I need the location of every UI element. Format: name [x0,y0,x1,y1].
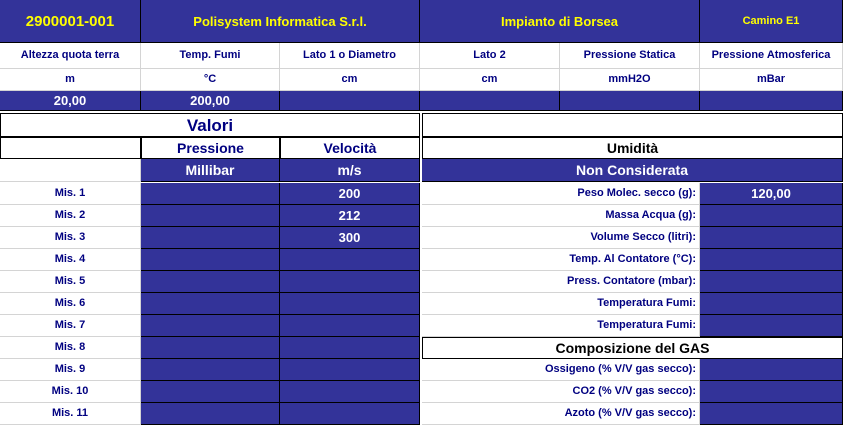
measurement-velocity[interactable] [280,381,420,403]
measurement-pressure[interactable] [141,293,280,315]
gas-field-value[interactable] [700,381,843,403]
humidity-title: Umidità [422,137,843,159]
humidity-field-label: Temp. Al Contatore (°C): [422,249,700,271]
param-unit-static-pressure[interactable]: mmH2O [560,69,700,91]
measurement-pressure[interactable] [141,227,280,249]
measurement-velocity[interactable] [280,359,420,381]
param-label-side1[interactable]: Lato 1 o Diametro [280,43,420,69]
param-label-atm-pressure[interactable]: Pressione Atmosferica [700,43,843,69]
measurement-velocity[interactable] [280,271,420,293]
param-label-height[interactable]: Altezza quota terra [0,43,141,69]
measurement-pressure[interactable] [141,315,280,337]
gas-field-label: CO2 (% V/V gas secco): [422,381,700,403]
measurement-label: Mis. 4 [0,249,141,271]
humidity-field-value[interactable] [700,205,843,227]
param-value-static-pressure[interactable] [560,91,700,111]
gas-field-value[interactable] [700,403,843,425]
plant-name[interactable]: Impianto di Borsea [420,0,700,43]
param-label-static-pressure[interactable]: Pressione Statica [560,43,700,69]
gas-field-label: Ossigeno (% V/V gas secco): [422,359,700,381]
param-label-side2[interactable]: Lato 2 [420,43,560,69]
humidity-field-value[interactable] [700,249,843,271]
humidity-field-value[interactable] [700,293,843,315]
gas-field-label: Azoto (% V/V gas secco): [422,403,700,425]
measurement-pressure[interactable] [141,359,280,381]
measurement-velocity[interactable] [280,249,420,271]
measurement-velocity[interactable] [280,337,420,359]
measurement-label: Mis. 3 [0,227,141,249]
param-value-side1[interactable] [280,91,420,111]
measurement-velocity[interactable] [280,293,420,315]
measurement-pressure[interactable] [141,183,280,205]
param-value-height[interactable]: 20,00 [0,91,141,111]
measurement-label: Mis. 9 [0,359,141,381]
humidity-field-label: Volume Secco (litri): [422,227,700,249]
humidity-field-value[interactable] [700,227,843,249]
measurement-label: Mis. 1 [0,183,141,205]
measurement-velocity[interactable]: 212 [280,205,420,227]
stack-name[interactable]: Camino E1 [700,0,843,43]
humidity-field-label: Temperatura Fumi: [422,315,700,337]
param-value-temp[interactable]: 200,00 [141,91,280,111]
measurement-label: Mis. 2 [0,205,141,227]
measurement-label: Mis. 7 [0,315,141,337]
humidity-field-label: Temperatura Fumi: [422,293,700,315]
gas-field-value[interactable] [700,359,843,381]
param-value-atm-pressure[interactable] [700,91,843,111]
measure-corner-cell-2 [0,159,141,182]
measurement-velocity[interactable] [280,315,420,337]
humidity-field-label: Massa Acqua (g): [422,205,700,227]
param-unit-height[interactable]: m [0,69,141,91]
measurement-pressure[interactable] [141,381,280,403]
measurement-label: Mis. 6 [0,293,141,315]
measurement-label: Mis. 8 [0,337,141,359]
param-unit-temp[interactable]: °C [141,69,280,91]
values-section-spacer [422,113,843,137]
measurement-pressure[interactable] [141,249,280,271]
velocity-header: Velocità [280,137,420,159]
measurement-label: Mis. 5 [0,271,141,293]
humidity-field-label: Press. Contatore (mbar): [422,271,700,293]
humidity-field-value[interactable] [700,315,843,337]
measurement-pressure[interactable] [141,337,280,359]
measurement-velocity[interactable]: 200 [280,183,420,205]
velocity-unit: m/s [280,159,420,182]
humidity-field-value[interactable] [700,271,843,293]
humidity-status[interactable]: Non Considerata [422,159,843,182]
measure-corner-cell [0,137,141,159]
values-section-title: Valori [0,113,420,137]
pressure-header: Pressione [141,137,280,159]
report-code[interactable]: 2900001-001 [0,0,141,43]
param-unit-side1[interactable]: cm [280,69,420,91]
measurement-velocity[interactable] [280,403,420,425]
measurement-label: Mis. 11 [0,403,141,425]
param-unit-side2[interactable]: cm [420,69,560,91]
param-value-side2[interactable] [420,91,560,111]
humidity-field-label: Peso Molec. secco (g): [422,183,700,205]
pressure-unit: Millibar [141,159,280,182]
humidity-field-value[interactable]: 120,00 [700,183,843,205]
measurement-pressure[interactable] [141,403,280,425]
measurement-pressure[interactable] [141,271,280,293]
measurement-velocity[interactable]: 300 [280,227,420,249]
measurement-pressure[interactable] [141,205,280,227]
company-name[interactable]: Polisystem Informatica S.r.l. [141,0,420,43]
measurement-label: Mis. 10 [0,381,141,403]
param-unit-atm-pressure[interactable]: mBar [700,69,843,91]
gas-composition-title: Composizione del GAS [422,337,843,359]
param-label-temp[interactable]: Temp. Fumi [141,43,280,69]
